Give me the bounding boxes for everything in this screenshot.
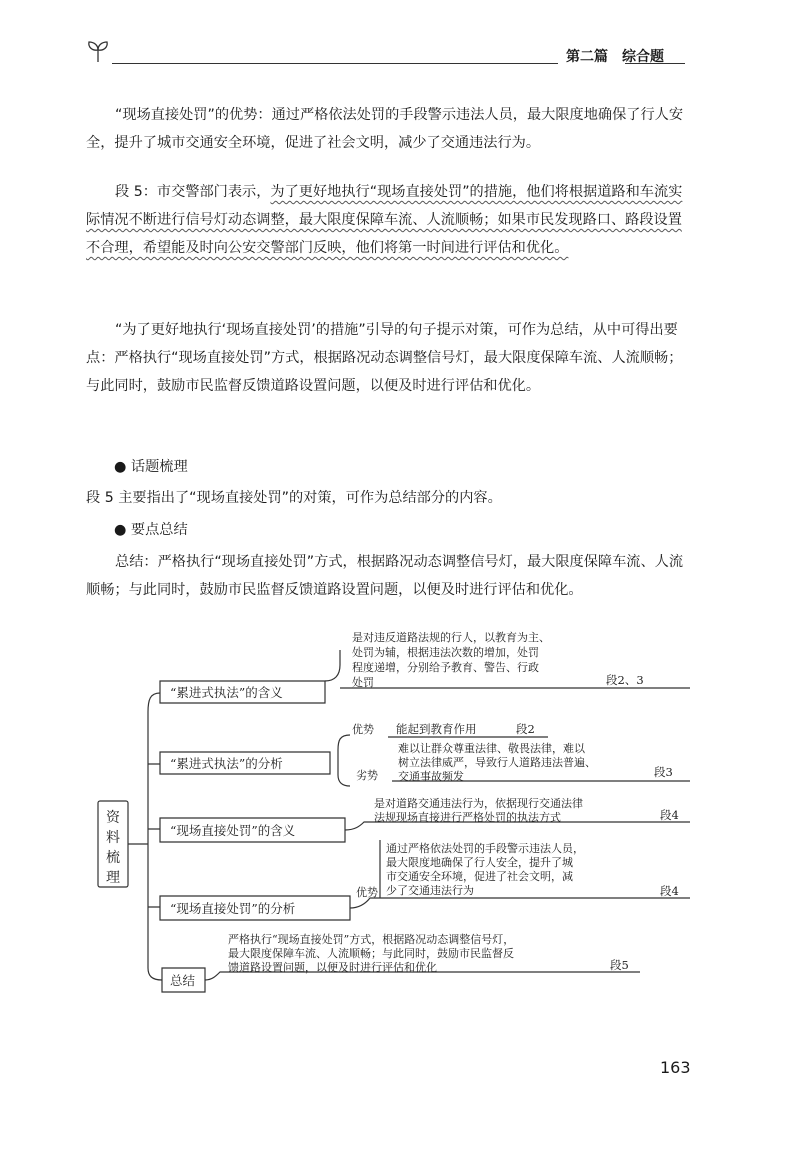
node-detail: 是对违反道路法规的行人，以教育为主、 [352, 631, 550, 644]
node-detail: 处罚 [352, 676, 374, 689]
node-label: “现场直接处罚”的含义 [170, 823, 296, 838]
topic-text: 段 5 主要指出了“现场直接处罚”的对策，可作为总结部分的内容。 [86, 490, 502, 506]
node-detail: 处罚为辅，根据违法次数的增加，处罚 [352, 646, 539, 659]
node-detail: 树立法律威严，导致行人道路违法普遍、 [398, 756, 596, 769]
root-char: 料 [106, 830, 120, 846]
sprout-icon [84, 38, 112, 66]
advantage-text: 能起到教育作用 [396, 722, 477, 736]
underlined-excerpt: 为了更好地执行“现场直接处罚”的措施，他们将根据道路和车流实际情况不断进行信号灯动态调整，最大限度保障车流、人流顺畅；如果市民发现路口、路段设置不合理，希望能及时向公安交警部门反映，他们将第一时间进行评估和优化。 [86, 184, 683, 256]
node-label: “现场直接处罚”的分析 [170, 901, 296, 916]
node-detail: 法规现场直接进行严格处罚的执法方式 [374, 811, 561, 824]
root-char: 理 [106, 870, 120, 886]
node-detail: 严格执行“现场直接处罚”方式，根据路况动态调整信号灯， [228, 933, 515, 946]
node-source: 段5 [610, 958, 629, 972]
node-detail: 馈道路设置问题，以便及时进行评估和优化 [228, 961, 437, 974]
node-detail: 通过严格依法处罚的手段警示违法人员， [386, 842, 584, 855]
node-label: 总结 [170, 973, 196, 988]
node-source: 段3 [654, 765, 673, 779]
node-detail: 最大限度地确保了行人安全，提升了城 [386, 856, 573, 869]
paragraph-section-5 [86, 178, 686, 262]
paragraph-lead: 段 5：市交警部门表示， [115, 184, 271, 200]
summary-heading: ● 要点总结 [114, 522, 188, 538]
disadvantage-tag: 劣势 [356, 769, 378, 782]
node-detail: 少了交通违法行为 [386, 884, 474, 897]
node-detail: 难以让群众尊重法律、敬畏法律，难以 [398, 742, 585, 755]
root-char: 资 [106, 810, 120, 826]
node-detail: 是对道路交通违法行为，依据现行交通法律 [374, 797, 583, 810]
advantage-source: 段2 [516, 722, 535, 736]
node-2-bracket [338, 735, 350, 786]
header-rule-right [625, 63, 685, 64]
paragraph-advantage: “现场直接处罚”的优势：通过严格依法处罚的手段警示违法人员，最大限度地确保了行人安全，提升了城市交通安全环境，促进了社会文明，减少了交通违法行为。 [86, 107, 684, 151]
node-detail: 交通事故频发 [398, 770, 464, 783]
section-title: 第二篇 综合题 [566, 49, 664, 65]
mind-map [0, 620, 800, 1020]
header-rule [112, 63, 558, 64]
paragraph-analysis: “为了更好地执行‘现场直接处罚’的措施”引导的句子提示对策，可作为总结，从中可得出要点：严格执行“现场直接处罚”方式，根据路况动态调整信号灯，最大限度保障车流、人流顺畅；与此同时，鼓励市民监督反馈道路设置问题，以便及时进行评估和优化。 [86, 322, 683, 394]
summary-text: 总结：严格执行“现场直接处罚”方式，根据路况动态调整信号灯，最大限度保障车流、人流顺畅；与此同时，鼓励市民监督反馈道路设置问题，以便及时进行评估和优化。 [86, 554, 684, 598]
node-label: “累进式执法”的分析 [170, 756, 283, 771]
node-source: 段2、3 [606, 673, 644, 687]
root-char: 梳 [106, 850, 120, 866]
page-number: 163 [660, 1058, 691, 1077]
node-source: 段4 [660, 808, 679, 822]
mind-map-trunk [128, 693, 162, 980]
node-source: 段4 [660, 884, 679, 898]
topic-heading: ● 话题梳理 [114, 459, 188, 475]
node-detail: 市交通安全环境，促进了社会文明，减 [386, 870, 573, 883]
advantage-tag: 优势 [352, 723, 374, 736]
node-detail: 最大限度保障车流、人流顺畅；与此同时，鼓励市民监督反 [228, 947, 514, 960]
node-label: “累进式执法”的含义 [170, 685, 283, 700]
advantage-tag: 优势 [356, 886, 378, 899]
node-detail: 程度递增，分别给予教育、警告、行政 [352, 661, 539, 674]
